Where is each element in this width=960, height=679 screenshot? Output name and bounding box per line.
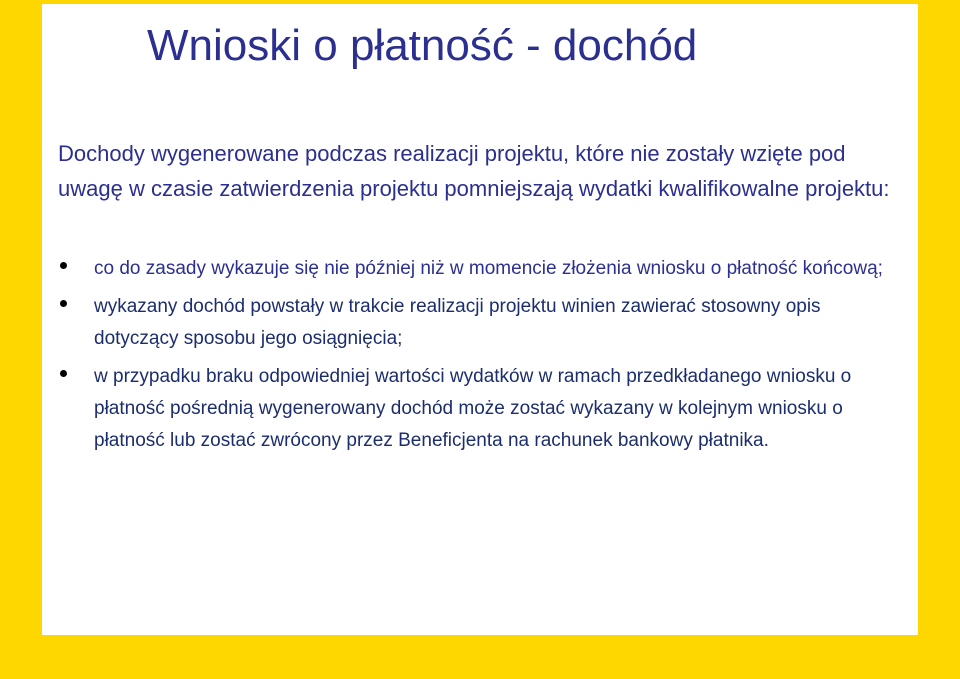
bullet-list <box>58 253 906 457</box>
bullet-text: co do zasady wykazuje się nie później niż w momencie złożenia wniosku o płatność końcową; <box>94 258 883 279</box>
bullet-dot-icon <box>60 370 67 377</box>
bullet-text: w przypadku braku odpowiedniej wartości wydatków w ramach przedkładanego wniosku o płatność pośrednią wygenerowany dochód może zostać wykazany w kolejnym wniosku o płatność lub zostać zwrócony przez Beneficjenta na rachunek bankowy płatnika. <box>94 366 852 451</box>
bullet-dot-icon <box>60 300 67 307</box>
slide-title: Wnioski o płatność - dochód <box>147 21 698 70</box>
bullet-item <box>58 253 906 285</box>
bullet-item <box>58 361 906 457</box>
bullet-text: wykazany dochód powstały w trakcie realizacji projektu winien zawierać stosowny opis dotyczący sposobu jego osiągnięcia; <box>94 296 821 349</box>
bullet-item <box>58 291 906 355</box>
bullet-dot-icon <box>60 262 67 269</box>
intro-paragraph: Dochody wygenerowane podczas realizacji projektu, które nie zostały wzięte pod uwagę w czasie zatwierdzenia projektu pomniejszają wydatki kwalifikowalne projektu: <box>58 141 890 201</box>
